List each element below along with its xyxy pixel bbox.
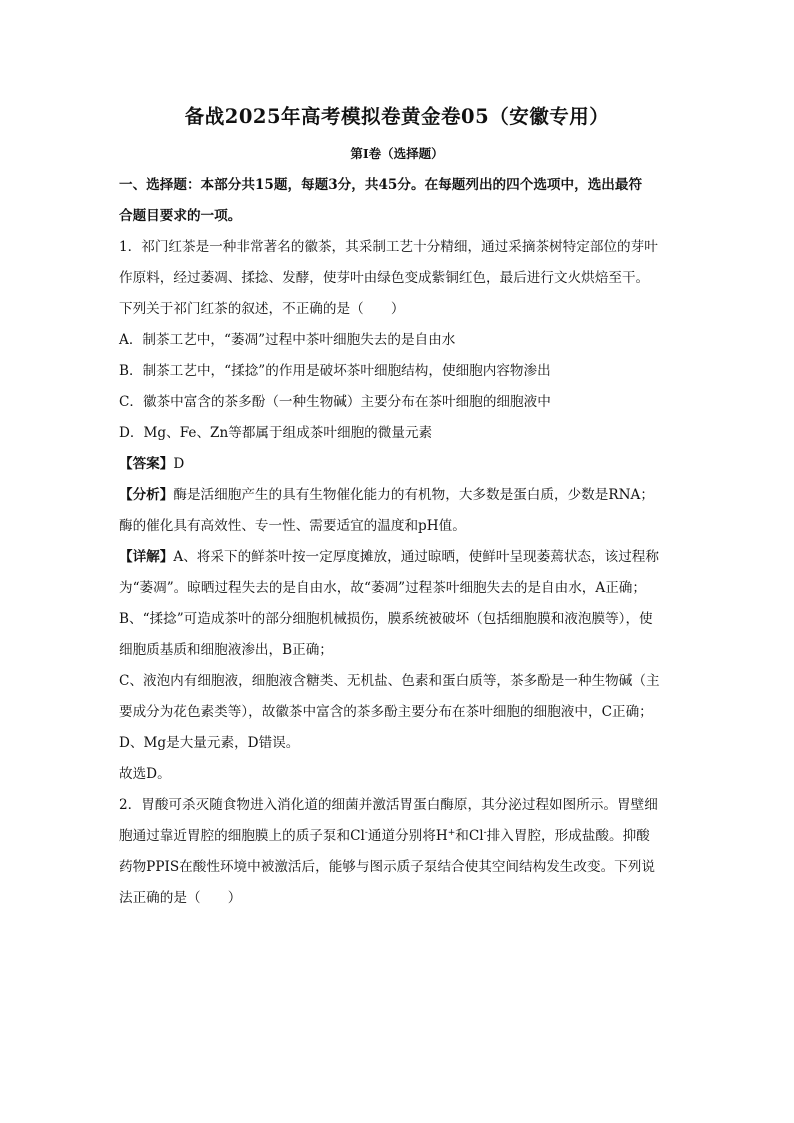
analysis-tag: 【分析】 [119,487,174,503]
q2-line2-sup-1: - [364,828,368,838]
q1-stem-line-2: 作原料，经过萎凋、揉捻、发酵，使芽叶由绿色变成紫铜红色，最后进行文火烘焙至干。 [119,270,650,286]
q1-detail-line-6: 要成分为花色素类等），故徽茶中富含的茶多酚主要分布在茶叶细胞的细胞液中，C正确； [119,704,653,720]
q1-detail-line-1 [119,542,679,573]
q1-detail-line-2: 为“萎凋”。晾晒过程失去的是自由水，故“萎凋”过程茶叶细胞失去的是自由水，A正确； [119,580,646,596]
q1-detail-line-5: C、液泡内有细胞液，细胞液含糖类、无机盐、色素和蛋白质等，茶多酚是一种生物碱（主 [119,673,660,689]
q1-answer [119,449,679,480]
q1-option-a: A．制茶工艺中，“萎凋”过程中茶叶细胞失去的是自由水 [119,332,456,348]
q1-conclusion: 故选D。 [119,766,171,782]
document-body [119,170,679,914]
q2-line2-part-c: 和Cl [455,828,484,844]
answer-value: D [173,456,185,472]
q1-option-c: C．徽茶中富含的茶多酚（一种生物碱）主要分布在茶叶细胞的细胞液中 [119,394,551,410]
detail-tag: 【详解】 [119,549,174,565]
q2-stem-line-2 [119,821,679,852]
q1-analysis-line-1 [119,480,679,511]
q1-detail-line-3: B、“揉捻”可造成茶叶的部分细胞机械损伤，膜系统被破坏（包括细胞膜和液泡膜等），使 [119,611,653,627]
q2-line2-sup-3: - [483,828,487,838]
q1-analysis-line-2: 酶的催化具有高效性、专一性、需要适宜的温度和pH值。 [119,518,466,534]
q2-line2-sup-2: + [447,828,456,838]
q1-option-d: D．Mg、Fe、Zn等都属于组成茶叶细胞的微量元素 [119,425,433,441]
q2-line2-part-b: 通道分别将H [367,828,448,844]
q1-option-b: B．制茶工艺中，“揉捻”的作用是破坏茶叶细胞结构，使细胞内容物渗出 [119,363,551,379]
q2-stem-line-1: 2．胃酸可杀灭随食物进入消化道的细菌并激活胃蛋白酶原，其分泌过程如图所示。胃壁细 [119,797,658,813]
q1-detail-line-7: D、Mg是大量元素，D错误。 [119,735,300,751]
section-heading-line-1: 一、选择题：本部分共15题，每题3分，共45分。在每题列出的四个选项中，选出最符 [119,177,643,193]
section-heading-line-2: 合题目要求的一项。 [119,208,242,224]
detail-text-1: A、将采下的鲜茶叶按一定厚度摊放，通过晾晒，使鲜叶呈现萎蔫状态，该过程称 [173,549,659,565]
q1-stem-line-3: 下列关于祁门红茶的叙述，不正确的是（ ） [119,301,405,317]
q1-detail-line-4: 细胞质基质和细胞液渗出，B正确； [119,642,333,658]
q2-stem-line-3: 药物PPIS在酸性环境中被激活后，能够与图示质子泵结合使其空间结构发生改变。下列说 [119,859,655,875]
q2-line2-part-d: 排入胃腔，形成盐酸。抑酸 [486,828,650,844]
analysis-text-1: 酶是活细胞产生的具有生物催化能力的有机物，大多数是蛋白质，少数是RNA； [173,487,654,503]
q2-stem-line-4: 法正确的是（ ） [119,890,242,906]
answer-tag: 【答案】 [119,456,174,472]
page-subtitle: 第I卷（选择题） [350,146,444,161]
q2-line2-part-a: 胞通过靠近胃腔的细胞膜上的质子泵和Cl [119,828,365,844]
page-title: 备战2025年高考模拟卷黄金卷05（安徽专用） [184,105,610,128]
q1-stem-line-1: 1．祁门红茶是一种非常著名的徽茶，其采制工艺十分精细，通过采摘茶树特定部位的芽叶 [119,239,658,255]
